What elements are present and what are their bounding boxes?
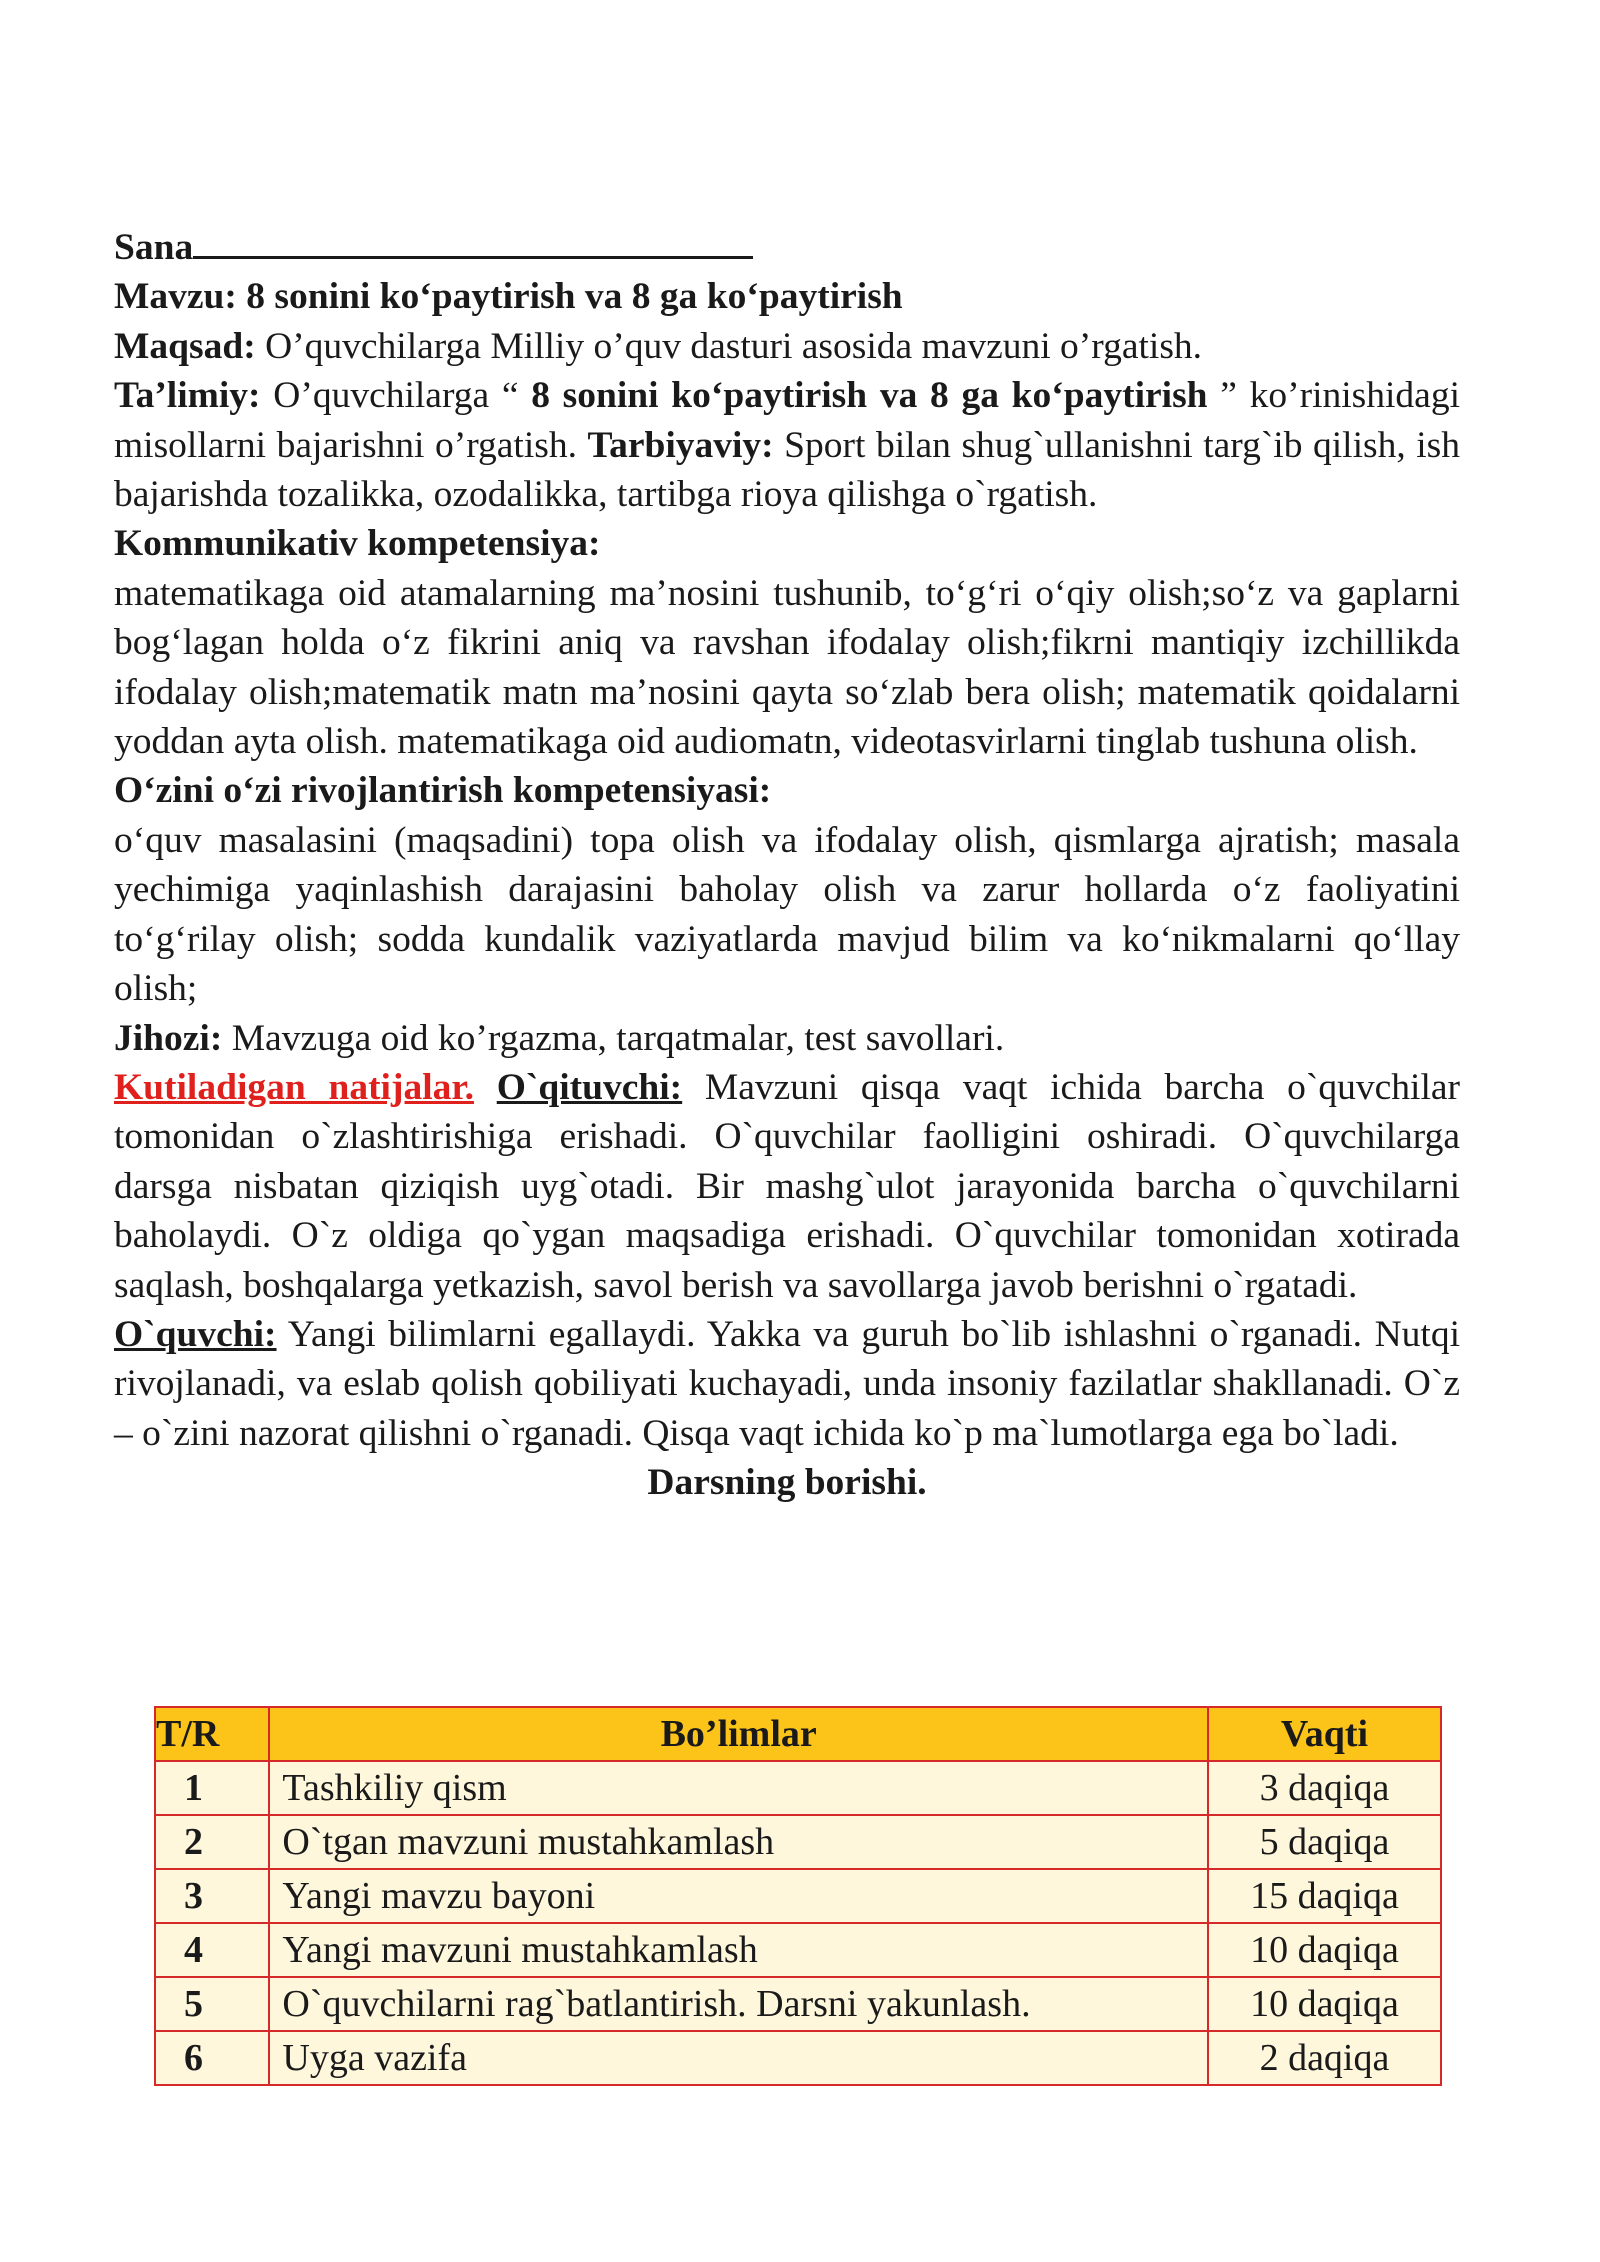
mavzu-label: Mavzu: [114,276,237,318]
jihozi-label: Jihozi: [114,1017,223,1059]
table-row [155,1869,1441,1923]
mavzu-line [114,272,1460,321]
talimiy-label: Ta’limiy: [114,375,261,417]
table-row [155,1815,1441,1869]
talimiy-paragraph [114,371,1460,519]
row-number: 6 [155,2031,269,2085]
row-time: 15 daqiqa [1208,1869,1441,1923]
table-title: Darsning borishi. [647,1462,927,1504]
oquvchi-label: O`quvchi: [114,1313,277,1355]
talimiy-topic: 8 sonini ko‘paytirish va 8 ga ko‘paytirish [531,375,1208,417]
talimiy-text-2: ” ko’rinishidagi misollarni bajarishni o’rgatish. [114,375,1460,466]
lesson-plan-text [114,222,1460,1508]
table-row [155,2031,1441,2085]
row-section: Yangi mavzu bayoni [269,1869,1208,1923]
row-number: 3 [155,1869,269,1923]
maqsad-line [114,322,1460,371]
sana-line [114,222,1460,272]
tarbiyaviy-text: Sport bilan shug`ullanishni targ`ib qilish, ish bajarishda tozalikka, ozodalikka, tartibga rioya qilishga o`rgatish. [114,424,1460,516]
oqituvchi-label: O`qituvchi: [496,1066,683,1108]
sana-label: Sana [114,227,194,268]
oquvchi-paragraph [114,1310,1460,1458]
tarbiyaviy-label: Tarbiyaviy: [587,424,774,466]
row-section: Uyga vazifa [269,2031,1208,2085]
row-time: 5 daqiqa [1208,1815,1441,1869]
row-section: O`quvchilarni rag`batlantirish. Darsni yakunlash. [269,1977,1208,2031]
natijalar-paragraph [114,1063,1460,1310]
lesson-schedule-table [154,1706,1442,2086]
table-row [155,1923,1441,1977]
row-section: Yangi mavzuni mustahkamlash [269,1923,1208,1977]
talimiy-text-1: O’quvchilarga “ [260,375,532,417]
row-section: Tashkiliy qism [269,1761,1208,1815]
table-header-row [155,1707,1441,1761]
header-tr: T/R [155,1707,269,1761]
header-bolimlar: Bo’limlar [269,1707,1208,1761]
row-time: 2 daqiqa [1208,2031,1441,2085]
ozini-text: o‘quv masalasini (maqsadini) topa olish va ifodalay olish, qismlarga ajratish; masala yechimiga yaqinlashish darajasini baholay olish va zarur hollarda o‘z faoliyatini to‘g‘rilay olish; sodda kundalik vaziyatlarda mavjud bilim va ko‘nikmalarni qo‘llay olish; [114,819,1460,1010]
row-time: 3 daqiqa [1208,1761,1441,1815]
kommunikativ-heading: Kommunikativ kompetensiya: [114,523,601,565]
natijalar-label: Kutiladigan natijalar. [114,1066,474,1108]
sana-blank [193,222,753,259]
row-section: O`tgan mavzuni mustahkamlash [269,1815,1208,1869]
row-number: 5 [155,1977,269,2031]
maqsad-label: Maqsad: [114,325,256,367]
table-row [155,1761,1441,1815]
ozini-heading: O‘zini o‘zi rivojlantirish kompetensiyasi: [114,770,772,812]
oqituvchi-text: Mavzuni qisqa vaqt ichida barcha o`quvchilar tomonidan o`zlashtirishiga erishadi. O`quvchilar faolligini oshiradi. O`quvchilarga darsga nisbatan qiziqish uyg`otadi. Bir mashg`ulot jarayonida barcha o`quvchilarni baholaydi. O`z oldiga qo`ygan maqsadiga erishadi. O`quvchilar tomonidan xotirada saqlash, boshqalarga yetkazish, savol berish va savollarga javob berishni o`rgatadi. [114,1066,1461,1306]
maqsad-text: O’quvchilarga Milliy o’quv dasturi asosida mavzuni o’rgatish. [255,325,1203,367]
row-number: 4 [155,1923,269,1977]
row-time: 10 daqiqa [1208,1923,1441,1977]
jihozi-line [114,1014,1460,1063]
jihozi-text: Mavzuga oid ko’rgazma, tarqatmalar, test savollari. [222,1017,1005,1059]
header-vaqti: Vaqti [1208,1707,1441,1761]
row-number: 1 [155,1761,269,1815]
row-time: 10 daqiqa [1208,1977,1441,2031]
kommunikativ-text: matematikaga oid atamalarning ma’nosini tushunib, to‘g‘ri o‘qiy olish;so‘z va gaplarni bog‘lagan holda o‘z fikrini aniq va ravshan ifodalay olish;fikrni mantiqiy izchillikda ifodalay olish;matematik matn ma’nosini qayta so‘zlab bera olish; matematik qoidalarni yoddan ayta olish. matematikaga oid audiomatn, videotasvirlarni tinglab tushuna olish. [114,572,1460,763]
table-row [155,1977,1441,2031]
oquvchi-text: Yangi bilimlarni egallaydi. Yakka va guruh bo`lib ishlashni o`rganadi. Nutqi rivojlanadi, va eslab qolish qobiliyati kuchayadi, unda insoniy fazilatlar shakllanadi. O`z – o`zini nazorat qilishni o`rganadi. Qisqa vaqt ichida ko`p ma`lumotlarga ega bo`ladi. [114,1313,1460,1454]
row-number: 2 [155,1815,269,1869]
mavzu-text: 8 sonini ko‘paytirish va 8 ga ko‘paytirish [236,276,903,318]
